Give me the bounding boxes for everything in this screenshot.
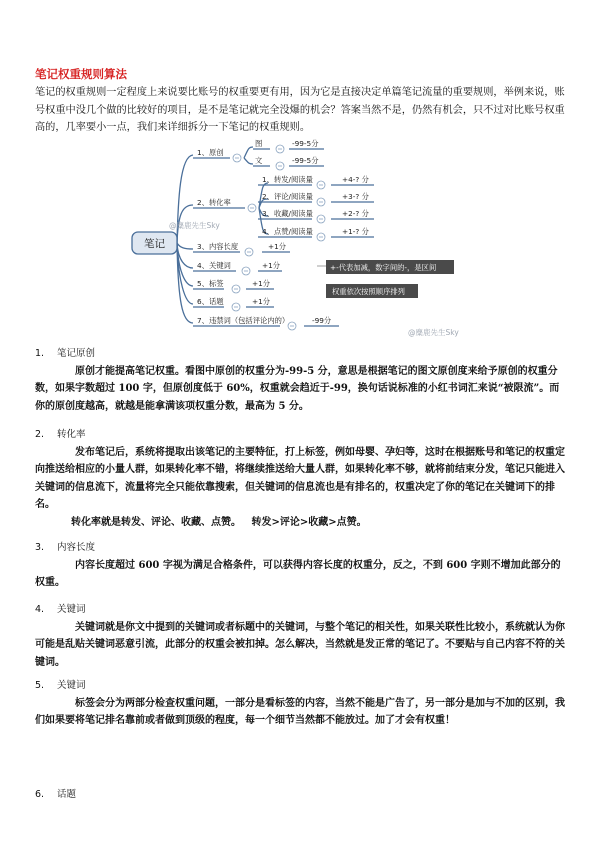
section-5: 5. 关键词 标签会分为两部分检查权重问题，一部分是看标签的内容，当然不能是广告了，另一部分是加与不加的区别，我们如果要将笔记排名靠前或者做到顶级的程度，每一个细节当然都不能放过。加了才会有权重！ (35, 677, 565, 730)
child-share: 1、转发/阅读量 (262, 175, 313, 184)
section-paragraph: 原创才能提高笔记权重。看图中原创的权重分为-99-5 分，意思是根据笔记的图文原创度来给予原创的权重分数，如果字数超过 100 字，但原创度低于 60%，权重就会趋近于-99，换句话说标准的小红书词汇来说“被限流”。而你的原创度越高，就越是能拿满该项权重分数，最高为 5 分。 (35, 365, 560, 412)
link-b3 (177, 243, 193, 249)
score-banned-words: -99分 (312, 316, 332, 325)
score-like: +1-? 分 (342, 227, 369, 236)
score-topic: +1分 (252, 297, 271, 306)
score-share: +4-? 分 (342, 175, 369, 184)
score-length: +1分 (268, 242, 287, 251)
root-label: 笔记 (144, 238, 165, 250)
score-keyword: +1分 (262, 261, 281, 270)
mind-map (0, 0, 595, 345)
section-2: 2. 转化率 发布笔记后，系统将提取出该笔记的主要特征，打上标签，例如母婴、孕妇等，这时在根据账号和笔记的权重定向推送给相应的小量人群，如果转化率不错，将继续推送给大量人群，如果转化率不够，就将前结束分发，笔记只能进入关键词的信息流下，流量将完全只能依靠搜索，但关键词的信息流也是有排名的，权重决定了你的笔记在关键词下的排名。 转化率就是转发、评论、收藏、点赞。 转发>评论>收藏>点赞。 (35, 426, 565, 531)
section-title: 转化率 (57, 429, 86, 440)
score-image: -99-5分 (292, 139, 319, 148)
branch-original: 1、原创 (197, 148, 224, 157)
note-1: +-代表加减，数字间的-，是区间 (330, 263, 437, 272)
section-4: 4. 关键词 关键词就是你文中提到的关键词或者标题中的关键词，与整个笔记的相关性，如果关联性比较小，系统就认为你可能是乱贴关键词恶意引流，此部分的权重会被扣掉。怎么解决，当然就是发正常的笔记了。不要贴与自己内容不符的关键词。 (35, 601, 565, 671)
branch-keyword: 4、关键词 (197, 261, 231, 270)
score-tag: +1分 (252, 279, 271, 288)
child-text: 文 (255, 156, 263, 165)
branch-topic: 6、话题 (197, 297, 224, 306)
intro-paragraph: 笔记的权重规则一定程度上来说要比账号的权重要更有用，因为它是直接决定单篇笔记流量的重要规则，举例来说，账号权重中没几个做的比较好的项目，是不是笔记就完全没爆的机会？答案当然不是，仍然有机会，只不过对比账号权重高的，几率要小一点，我们来详细拆分一下笔记的权重规则。 (35, 87, 565, 133)
page-title: 笔记权重规则算法 (35, 67, 127, 81)
section-title: 关键词 (57, 604, 86, 615)
section-title: 关键词 (57, 680, 86, 691)
section-title: 话题 (57, 789, 77, 800)
section-1: 1. 笔记原创 原创才能提高笔记权重。看图中原创的权重分为-99-5 分，意思是根据笔记的图文原创度来给予原创的权重分数，如果字数超过 100 字，但原创度低于 60%，权重就会趋近于-99，换句话说标准的小红书词汇来说“被限流”。而你的原创度越高，就越是能拿满该项权重分数，最高为 5 分。 (35, 345, 565, 415)
score-text: -99-5分 (292, 156, 319, 165)
section-title: 笔记原创 (57, 348, 96, 359)
note-2: 权重依次按照顺序排列 (332, 287, 405, 296)
section-paragraph: 关键词就是你文中提到的关键词或者标题中的关键词，与整个笔记的相关性，如果关联性比较小，系统就认为你可能是乱贴关键词恶意引流，此部分的权重会被扣掉。怎么解决，当然就是发正常的笔记了。不要贴与自己内容不符的关键词。 (35, 621, 565, 668)
score-collect: +2-? 分 (342, 209, 369, 218)
section-paragraph: 标签会分为两部分检查权重问题，一部分是看标签的内容，当然不能是广告了，另一部分是加与不加的区别，我们如果要将笔记排名靠前或者做到顶级的程度，每一个细节当然都不能放过。加了才会有权重！ (35, 697, 565, 726)
section-paragraph: 发布笔记后，系统将提取出该笔记的主要特征，打上标签，例如母婴、孕妇等，这时在根据账号和笔记的权重定向推送给相应的小量人群，如果转化率不错，将继续推送给大量人群，如果转化率不够，就将前结束分发，笔记只能进入关键词的信息流下，流量将完全只能依靠搜索，但关键词的信息流也是有排名的，权重决定了你的笔记在关键词下的排名。 (35, 446, 565, 510)
section-6: 6. 话题 (35, 789, 77, 800)
watermark: @麋鹿先生Sky (169, 221, 220, 230)
section-3: 3. 内容长度 内容长度超过 600 字视为满足合格条件，可以获得内容长度的权重分，反之，不到 600 字则不增加此部分的权重。 (35, 539, 565, 592)
child-image: 图 (255, 139, 263, 148)
branch-length: 3、内容长度 (197, 242, 239, 251)
score-comment: +3-? 分 (342, 192, 369, 201)
child-collect: 3、收藏/阅读量 (262, 209, 313, 218)
section-title: 内容长度 (57, 542, 96, 553)
child-comment: 2、评论/阅读量 (262, 192, 313, 201)
watermark: @麋鹿先生Sky (408, 328, 459, 337)
conversion-summary: 转化率就是转发、评论、收藏、点赞。 转发>评论>收藏>点赞。 (71, 516, 367, 528)
child-like: 4、点赞/阅读量 (262, 227, 313, 236)
branch-banned-words: 7、违禁词（包括评论内的） (197, 316, 290, 325)
branch-conversion: 2、转化率 (197, 198, 231, 207)
section-paragraph: 内容长度超过 600 字视为满足合格条件，可以获得内容长度的权重分，反之，不到 600 字则不增加此部分的权重。 (35, 559, 561, 588)
branch-tag: 5、标签 (197, 279, 224, 288)
